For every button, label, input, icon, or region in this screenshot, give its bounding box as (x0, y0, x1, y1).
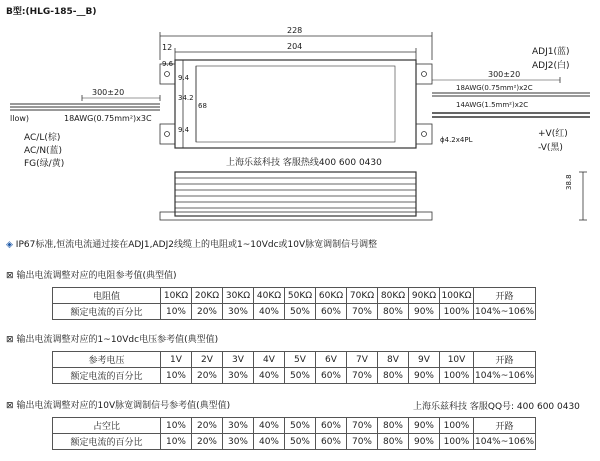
table-row (53, 368, 536, 384)
section-3-table (52, 417, 536, 450)
table-cell: 50% (285, 368, 316, 384)
dim-68: 68 (198, 102, 207, 110)
label-adj1: ADJ1(蓝) (532, 47, 570, 57)
note-text: IP67标准,恒流电流通过接在ADJ1,ADJ2线缆上的电阻或1~10Vdc或10V脉宽调制信号调整 (15, 240, 378, 250)
table-cell: 40% (254, 368, 285, 384)
dim-lead-right: 300±20 (488, 70, 521, 79)
table-cell: 20% (192, 434, 223, 450)
label-wire-top: 18AWG(0.75mm²)x2C (456, 84, 533, 92)
dim-hole: ϕ4.2x4PL (440, 136, 473, 144)
table-cell: 100% (440, 418, 474, 434)
row-label: 电阻值 (53, 288, 161, 304)
table-row (53, 434, 536, 450)
section-2-title-row (6, 332, 218, 345)
section-1-table (52, 287, 536, 320)
table-cell: 开路 (474, 418, 536, 434)
table-cell: 10% (161, 434, 192, 450)
qq-text: 上海乐兹科技 客服QQ号: 400 600 0430 (413, 402, 580, 412)
section-2-title: 输出电流调整对应的1~10Vdc电压参考值(典型值) (16, 335, 219, 345)
table-cell: 10KΩ (161, 288, 192, 304)
row-label: 参考电压 (53, 352, 161, 368)
table-cell: 30% (223, 304, 254, 320)
table-cell: 7V (347, 352, 378, 368)
dim-height: 38.8 (565, 174, 573, 190)
table-cell: 4V (254, 352, 285, 368)
row-label: 占空比 (53, 418, 161, 434)
table-cell: 9V (409, 352, 440, 368)
table-cell: 70% (347, 368, 378, 384)
dim-9-4b: 9.4 (178, 126, 190, 134)
diagram-title: B型:(HLG-185-__B) (6, 7, 97, 17)
table-cell: 5V (285, 352, 316, 368)
table-cell: 50% (285, 434, 316, 450)
row-label: 额定电流的百分比 (53, 304, 161, 320)
table-cell: 70% (347, 418, 378, 434)
section-marker-icon: ⊠ (6, 335, 14, 345)
table-cell: 60% (316, 418, 347, 434)
note-line (6, 237, 377, 250)
dim-9-4: 9.4 (178, 74, 190, 82)
dim-34-2: 34.2 (178, 94, 194, 102)
label-flow: llow) (10, 114, 30, 123)
table-cell: 50% (285, 418, 316, 434)
table-cell: 80% (378, 418, 409, 434)
section-marker-icon: ⊠ (6, 401, 14, 411)
hotline-text: 上海乐兹科技 客服热线400 600 0430 (226, 158, 382, 168)
table-cell: 20% (192, 418, 223, 434)
table-cell: 40KΩ (254, 288, 285, 304)
table-cell: 80KΩ (378, 288, 409, 304)
label-wire-left: 18AWG(0.75mm²)x3C (64, 114, 152, 123)
table-cell: 10% (161, 418, 192, 434)
table-cell: 2V (192, 352, 223, 368)
table-cell: 80% (378, 304, 409, 320)
table-cell: 20% (192, 368, 223, 384)
section-2-table (52, 351, 536, 384)
table-cell: 104%~106% (474, 434, 536, 450)
table-cell: 70% (347, 304, 378, 320)
table-row (53, 352, 536, 368)
table-cell: 3V (223, 352, 254, 368)
table-cell: 90KΩ (409, 288, 440, 304)
label-wire-bottom: 14AWG(1.5mm²)x2C (456, 101, 529, 109)
dim-9-6: 9.6 (162, 60, 174, 68)
table-cell: 100% (440, 304, 474, 320)
table-cell: 20% (192, 304, 223, 320)
label-adj2: ADJ2(白) (532, 61, 570, 71)
label-vplus: +V(红) (538, 129, 568, 139)
row-label: 额定电流的百分比 (53, 434, 161, 450)
table-cell: 30% (223, 418, 254, 434)
section-marker-icon: ⊠ (6, 271, 14, 281)
housing-top-view (175, 60, 416, 148)
label-ac-l: AC/L(棕) (24, 133, 61, 143)
table-cell: 1V (161, 352, 192, 368)
table-cell: 104%~106% (474, 368, 536, 384)
table-cell: 100% (440, 368, 474, 384)
note-marker-icon: ◈ (6, 240, 13, 250)
table-cell: 40% (254, 418, 285, 434)
dim-lead-left: 300±20 (92, 88, 125, 97)
table-cell: 60% (316, 434, 347, 450)
table-cell: 50% (285, 304, 316, 320)
table-cell: 60% (316, 304, 347, 320)
table-cell: 20KΩ (192, 288, 223, 304)
table-cell: 开路 (474, 352, 536, 368)
table-cell: 90% (409, 368, 440, 384)
table-cell: 104%~106% (474, 304, 536, 320)
row-label: 额定电流的百分比 (53, 368, 161, 384)
table-cell: 8V (378, 352, 409, 368)
table-cell: 80% (378, 368, 409, 384)
section-1-title: 输出电流调整对应的电阻参考值(典型值) (16, 271, 177, 281)
table-cell: 10% (161, 368, 192, 384)
table-row (53, 418, 536, 434)
table-cell: 70KΩ (347, 288, 378, 304)
table-cell: 60% (316, 368, 347, 384)
table-cell: 30KΩ (223, 288, 254, 304)
table-row (53, 304, 536, 320)
dim-body-length: 204 (287, 42, 303, 51)
table-cell: 50KΩ (285, 288, 316, 304)
table-cell: 10% (161, 304, 192, 320)
table-cell: 30% (223, 368, 254, 384)
label-ac-n: AC/N(蓝) (24, 146, 63, 156)
table-cell: 30% (223, 434, 254, 450)
table-cell: 90% (409, 418, 440, 434)
section-1-title-row (6, 268, 177, 281)
section-3-title-row (6, 398, 230, 411)
dim-flange: 12 (162, 43, 173, 52)
section-3-title: 输出电流调整对应的10V脉宽调制信号参考值(典型值) (16, 401, 231, 411)
table-cell: 60KΩ (316, 288, 347, 304)
dim-total-length: 228 (287, 26, 303, 35)
table-cell: 10V (440, 352, 474, 368)
table-cell: 100% (440, 434, 474, 450)
table-cell: 6V (316, 352, 347, 368)
table-cell: 40% (254, 434, 285, 450)
housing-side-view (175, 172, 416, 216)
label-fg: FG(绿/黄) (24, 159, 65, 169)
table-row (53, 288, 536, 304)
table-cell: 90% (409, 304, 440, 320)
table-cell: 开路 (474, 288, 536, 304)
table-cell: 100KΩ (440, 288, 474, 304)
table-cell: 40% (254, 304, 285, 320)
table-cell: 90% (409, 434, 440, 450)
table-cell: 70% (347, 434, 378, 450)
table-cell: 80% (378, 434, 409, 450)
label-vminus: -V(黑) (538, 143, 563, 153)
